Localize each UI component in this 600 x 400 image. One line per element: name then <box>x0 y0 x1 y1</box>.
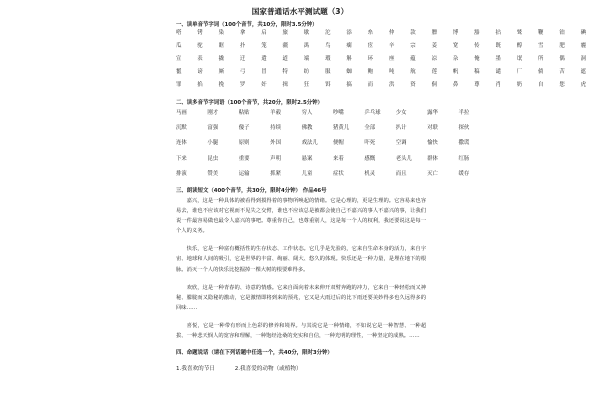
char-cell: 挽 <box>218 82 224 88</box>
word-cell: 而且 <box>395 170 407 177</box>
word-cell: 老头儿 <box>395 155 412 162</box>
char-cell: 疆 <box>282 43 288 49</box>
char-cell: 肖 <box>495 82 501 88</box>
char-cell: 遮 <box>580 69 587 75</box>
char-cell: 禺 <box>303 43 310 49</box>
char-cell: 既 <box>495 43 501 49</box>
char-cell: 饵 <box>325 82 331 88</box>
char-cell: 宽 <box>452 43 459 49</box>
multi-syllable-grid <box>176 106 490 182</box>
char-cell: 座 <box>388 56 395 62</box>
word-cell: 粘贴 <box>238 110 250 116</box>
char-cell: 添 <box>346 30 352 36</box>
char-cell: 环 <box>367 56 374 62</box>
char-cell: 启 <box>261 30 267 36</box>
word-cell: 刚才 <box>207 110 219 116</box>
char-cell: 奸 <box>261 82 267 88</box>
word-cell: 机灵 <box>364 170 376 177</box>
word-cell: 全部 <box>364 125 376 132</box>
char-cell: 眶 <box>218 43 224 49</box>
word-cell: 吓死 <box>364 140 376 147</box>
word-cell: 傻子 <box>238 125 250 132</box>
word-cell: 乒乓球 <box>364 110 381 116</box>
char-cell: 肥 <box>559 43 565 49</box>
char-cell: 厂 <box>516 69 523 75</box>
char-cell: 铐 <box>197 30 203 36</box>
char-cell: 迁 <box>239 56 246 62</box>
char-cell: 掐 <box>197 82 203 88</box>
char-cell: 道 <box>282 56 288 62</box>
char-cell: 笼 <box>261 43 267 49</box>
char-cell: 洞 <box>580 56 587 62</box>
word-cell: 昆虫 <box>207 155 219 162</box>
char-cell: 膘 <box>431 30 437 36</box>
char-cell: 航 <box>410 69 416 75</box>
word-cell: 戏法儿 <box>301 140 318 147</box>
char-cell: 宦 <box>367 43 374 49</box>
char-cell: 苦 <box>559 69 565 75</box>
word-cell: 运输 <box>238 170 250 177</box>
char-cell: 博 <box>452 30 459 36</box>
char-cell: 罗 <box>239 82 246 88</box>
char-cell: 旅 <box>282 30 288 36</box>
char-cell: 偶 <box>559 56 565 62</box>
char-cell: 款 <box>410 30 416 36</box>
word-cell: 对联 <box>427 125 438 132</box>
section3-heading: 三、朗读短文（400个音节，共30分，限时4分钟） 作品46号 <box>176 188 327 194</box>
char-cell: 尊 <box>474 82 480 88</box>
char-cell: 搞 <box>346 82 352 88</box>
word-cell: 少女 <box>395 110 407 116</box>
char-cell: 谤 <box>197 69 203 75</box>
char-cell: 谴 <box>495 69 501 75</box>
char-cell: 歇 <box>303 30 310 36</box>
passage-paragraph: 喜悦，它是一种带有形而上色彩的修养和境界。与其说它是一种情绪，不如说它是一种智慧、一种超拔、一种悲天悯人的宽容和理解，一种饱经沧桑的充实和自信，一种光明的理性，一种坚定的成熟。…… <box>176 322 426 340</box>
passage-paragraph: 欢欣，这是一种青春的、诗意的情感。它来自面向着未来伸开双臂奔跑的冲力，它来自一种轻松而又神秘、朦胧而又隐秘的激动，它是激情即将到来的预兆，它又是大雨过后的比下雨还要美妙得多也久远得多的回味…… <box>176 284 426 311</box>
char-cell: 罪 <box>176 82 182 88</box>
char-cell: 仲 <box>388 30 395 36</box>
char-cell: 宗 <box>410 43 416 49</box>
word-cell: 扒计 <box>395 125 407 132</box>
char-cell: 杂 <box>452 56 459 62</box>
char-cell: 稿 <box>474 69 480 75</box>
topic-item: 2.我喜爱的动物（或植物） <box>234 366 302 372</box>
char-cell: 鸟 <box>325 43 331 49</box>
char-cell: 弓 <box>239 69 246 75</box>
char-cell: 帆 <box>452 69 459 75</box>
char-cell: 奶 <box>516 82 523 88</box>
char-cell: 鼻 <box>452 82 459 88</box>
word-cell: 红肠 <box>458 155 470 162</box>
word-cell: 声明 <box>270 155 281 162</box>
word-cell: 下来 <box>176 155 187 162</box>
char-cell: 冒 <box>261 69 267 75</box>
char-cell: 豁 <box>474 30 480 36</box>
word-cell: 便帽 <box>332 140 344 147</box>
word-cell: 半拉 <box>458 110 470 116</box>
word-cell: 空调 <box>395 140 407 147</box>
passage-paragraph: 快乐，它是一种富有概括性的生存状态、工作状态。它几乎是先验的，它来自生命本身的活力，来自宇宙、地球和人间的吸引，它是世界的丰富、绚丽、阔大、悠久的体现。快乐还是一种力量，是埋在地下的根脉。消灭一个人的快乐比挖掘掉一棵大树的根要难得多。 <box>176 246 426 273</box>
word-cell: 小腿 <box>207 140 219 147</box>
single-syllable-grid <box>176 27 600 92</box>
word-cell: 马画 <box>176 110 187 116</box>
char-cell: 辛 <box>388 43 395 49</box>
char-cell: 瓜 <box>176 43 182 49</box>
char-cell: 撬 <box>218 56 224 62</box>
char-cell: 特 <box>282 69 288 75</box>
char-cell: 姜 <box>431 43 437 49</box>
char-cell: 资 <box>410 82 416 88</box>
char-cell: 侗 <box>431 82 437 88</box>
word-cell: 外国 <box>270 140 281 147</box>
word-cell: 佛教 <box>301 125 313 132</box>
word-cell: 灭亡 <box>427 170 438 177</box>
char-cell: 铂 <box>559 30 565 36</box>
word-cell: 原则 <box>238 140 250 147</box>
word-cell: 抓紧 <box>270 170 281 177</box>
char-cell: 狂 <box>303 82 310 88</box>
char-cell: 沱 <box>325 30 331 36</box>
word-cell: 连体 <box>176 140 187 147</box>
char-cell: 鞭 <box>538 30 544 36</box>
char-cell: 瘸 <box>346 43 352 49</box>
char-cell: 您 <box>559 82 565 88</box>
char-cell: 拿 <box>239 30 246 36</box>
char-cell: 霾 <box>580 43 587 49</box>
word-cell: 重要 <box>238 155 250 162</box>
char-cell: 遣 <box>261 56 267 62</box>
char-cell: 鬣 <box>176 69 182 75</box>
char-cell: 厮 <box>218 69 224 75</box>
char-cell: 驼 <box>197 43 203 49</box>
word-cell: 撒谎 <box>458 140 470 147</box>
char-cell: 蜘 <box>346 69 352 75</box>
char-cell: 糸 <box>367 30 374 36</box>
char-cell: 拈 <box>495 30 501 36</box>
char-cell: 斛 <box>346 56 352 62</box>
section1-heading: 一、读单音节字词（100个音节，共10分，限时3.5分钟） <box>176 22 318 28</box>
word-cell: 沉默 <box>176 125 187 132</box>
char-cell: 蕴 <box>410 56 416 62</box>
topic-item: 1.我喜欢的节日 <box>176 366 215 372</box>
char-cell: 雪 <box>538 43 544 49</box>
topic-list <box>176 364 302 372</box>
char-cell: 氓 <box>516 56 523 62</box>
passage-paragraph: 嘉兴，这是一种具体的被看得到摸得着的事物所唤起的情绪。它是心理的，更是生理的。它容易来也容易去，谁也不应该对它视而不见失之交臂，谁也不应该总是被都会使自己不嘉兴的事人不嘉兴的事，让我们说一件最容易做也最令人嘉兴的事吧。尊重你自己，也尊重别人，这是每一个人的权利，我还要说这是每一个人的义务。 <box>176 198 426 235</box>
word-cell: 探伙 <box>458 125 470 132</box>
word-cell: 愉快 <box>427 140 438 147</box>
char-cell: 墨 <box>495 56 501 62</box>
char-cell: 表 <box>197 56 203 62</box>
char-cell: 端 <box>303 56 310 62</box>
word-cell: 症状 <box>332 170 344 177</box>
char-cell: 醇 <box>516 43 523 49</box>
word-cell: 儿童 <box>301 170 313 177</box>
word-cell: 排演 <box>176 170 187 177</box>
word-cell: 吵嘴 <box>332 110 344 116</box>
word-cell: 穷人 <box>301 110 313 116</box>
word-cell: 感慨 <box>364 155 376 162</box>
char-cell: 鲍 <box>367 69 374 75</box>
word-cell: 富强 <box>207 125 219 132</box>
char-cell: 纺 <box>303 69 310 75</box>
page-title: 国家普通话水平测试题（3） <box>251 7 349 16</box>
word-cell: 猪黄儿 <box>332 125 350 132</box>
word-cell: 羊毅 <box>270 110 281 116</box>
char-cell: 染 <box>218 30 224 36</box>
char-cell: 鹫 <box>516 30 523 36</box>
char-cell: 碘 <box>580 30 587 36</box>
char-cell: 莲 <box>431 69 437 75</box>
word-cell: 来着 <box>332 155 344 162</box>
char-cell: 而 <box>367 82 374 88</box>
char-cell: 凉 <box>431 56 437 62</box>
char-cell: 服 <box>325 69 331 75</box>
char-cell: 俺 <box>474 56 480 62</box>
char-cell: 宣 <box>176 56 182 62</box>
word-cell: 露华 <box>427 110 438 116</box>
word-cell: 缓存 <box>458 170 470 177</box>
char-cell: 嗒 <box>176 30 182 36</box>
reading-passage <box>176 196 426 341</box>
word-cell: 群体 <box>427 155 438 162</box>
word-cell: 赞美 <box>207 170 219 177</box>
char-cell: 洪 <box>388 82 395 88</box>
char-cell: 虎 <box>580 82 587 88</box>
char-cell: 瑕 <box>325 56 331 62</box>
word-cell: 悬案 <box>301 155 313 162</box>
char-cell: 所 <box>538 56 544 62</box>
char-cell: 扑 <box>239 43 246 49</box>
char-cell: 倘 <box>538 69 544 75</box>
section4-heading: 四、命题说话（请在下列话题中任选一个，共40分，限时3分钟） <box>176 350 333 356</box>
char-cell: 传 <box>474 43 480 49</box>
word-cell: 持续 <box>270 125 281 132</box>
section2-heading: 二、读多音节字词语（100个音节，共20分，限时2.5分钟） <box>176 100 323 106</box>
char-cell: 揖 <box>282 82 288 88</box>
char-cell: 吨 <box>388 69 395 75</box>
char-cell: 自 <box>538 82 544 88</box>
